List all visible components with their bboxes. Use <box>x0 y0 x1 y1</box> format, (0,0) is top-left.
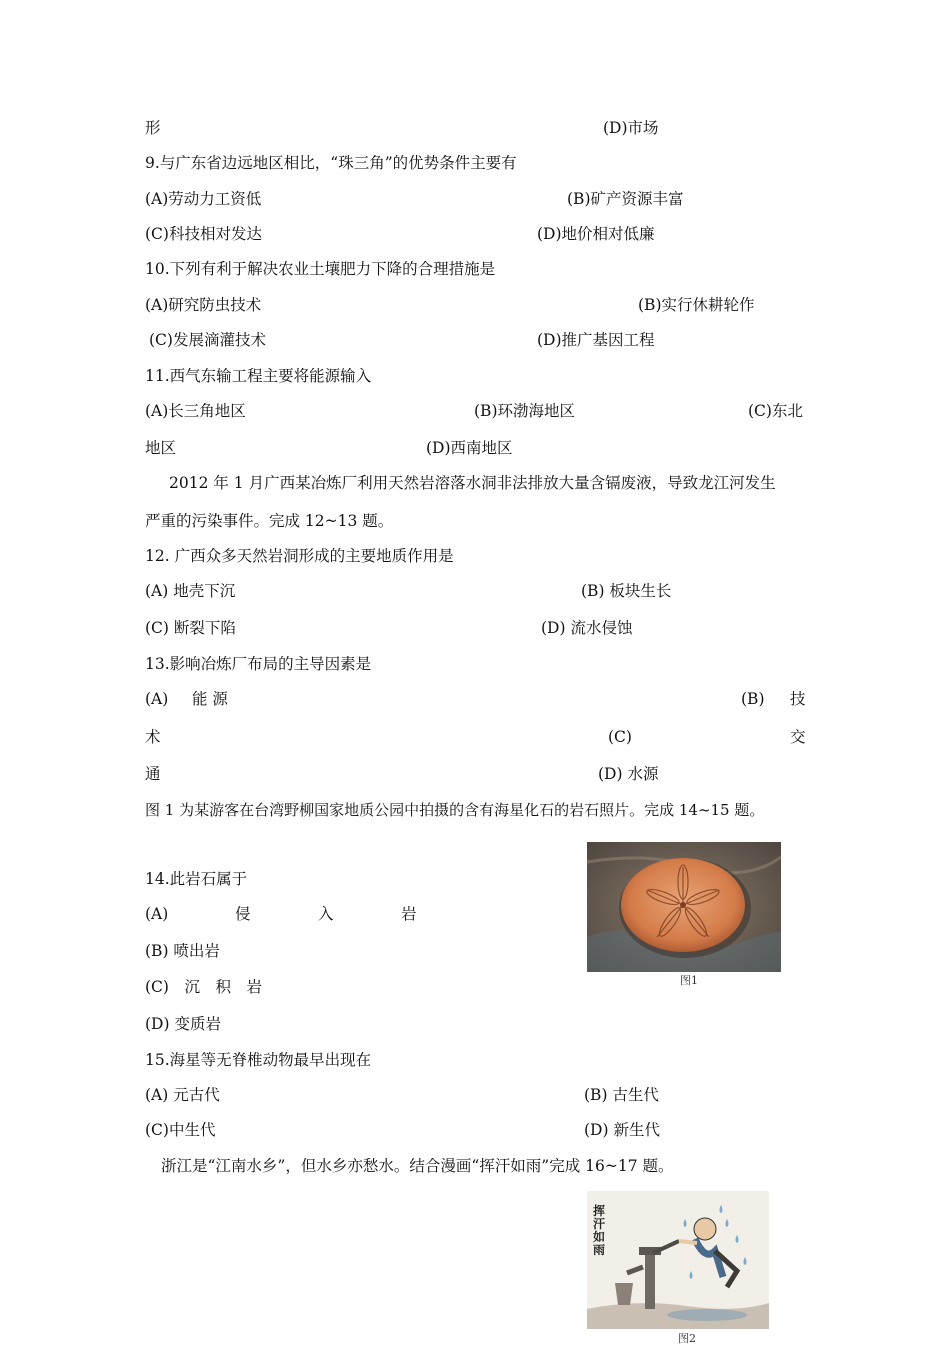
option-b: (B)矿产资源丰富 <box>567 190 684 208</box>
option-d: (D)推广基因工程 <box>537 331 655 349</box>
option-c-cont: 通 <box>145 765 161 783</box>
option-b: (B) 板块生长 <box>581 582 672 600</box>
option-a: (A)长三角地区 <box>145 402 246 420</box>
option-d: (D) 新生代 <box>584 1121 660 1139</box>
option-d: (D)市场 <box>603 119 659 137</box>
option-b: (B) 喷出岩 <box>145 942 220 960</box>
cartoon-title: 挥汗如雨 <box>593 1204 606 1257</box>
option-d: (D)西南地区 <box>426 439 513 457</box>
option-a: (A) 地壳下沉 <box>145 582 236 600</box>
option-c: (C) 断裂下陷 <box>145 619 236 637</box>
option-a-char: 岩 <box>401 905 417 923</box>
question-15: 15.海星等无脊椎动物最早出现在 <box>145 1051 372 1069</box>
option-c-label: (C) <box>608 728 632 746</box>
question-11: 11.西气东输工程主要将能源输入 <box>145 367 372 385</box>
option-c: (C) 沉 积 岩 <box>145 978 262 996</box>
option-d: (D) 流水侵蚀 <box>541 619 633 637</box>
option-b-cont: 术 <box>145 728 161 746</box>
fossil-photo-image <box>587 842 781 972</box>
option-a-char: 侵 <box>235 905 251 923</box>
option-b: (B)环渤海地区 <box>474 402 575 420</box>
option-b: (B) 古生代 <box>584 1086 659 1104</box>
option-a-label: (A) <box>145 905 169 923</box>
text-line: 形 <box>145 119 161 137</box>
cartoon-image <box>587 1191 769 1329</box>
option-a-label: (A) <box>145 690 169 708</box>
question-13: 13.影响冶炼厂布局的主导因素是 <box>145 655 372 673</box>
option-d: (D) 水源 <box>598 765 659 783</box>
passage-text: 严重的污染事件。完成 12~13 题。 <box>145 512 394 530</box>
option-c: (C)科技相对发达 <box>145 225 262 243</box>
option-a-char: 入 <box>318 905 334 923</box>
option-c: 交 <box>790 728 806 746</box>
question-14: 14.此岩石属于 <box>145 870 248 888</box>
option-b: (B)实行休耕轮作 <box>638 296 755 314</box>
passage-text: 图 1 为某游客在台湾野柳国家地质公园中拍摄的含有海星化石的岩石照片。完成 14~15 题。 <box>145 801 765 819</box>
option-c-cont: 地区 <box>145 439 177 457</box>
option-d: (D)地价相对低廉 <box>537 225 655 243</box>
option-a: (A) 元古代 <box>145 1086 220 1104</box>
option-a: (A)劳动力工资低 <box>145 190 262 208</box>
figure-1-caption: 图1 <box>680 974 698 987</box>
option-b-label: (B) <box>741 690 765 708</box>
passage-text: 2012 年 1 月广西某冶炼厂利用天然岩溶落水洞非法排放大量含镉废液，导致龙江河发生 <box>169 474 776 492</box>
figure-2-caption: 图2 <box>678 1332 696 1345</box>
question-9: 9.与广东省边远地区相比，“珠三角”的优势条件主要有 <box>145 154 517 172</box>
question-10: 10.下列有利于解决农业土壤肥力下降的合理措施是 <box>145 260 496 278</box>
option-b: 技 <box>790 690 806 708</box>
option-c: (C)发展滴灌技术 <box>149 331 266 349</box>
option-c: (C)中生代 <box>145 1121 216 1139</box>
option-d: (D) 变质岩 <box>145 1015 221 1033</box>
passage-text: 浙江是“江南水乡”，但水乡亦愁水。结合漫画“挥汗如雨”完成 16~17 题。 <box>161 1157 674 1175</box>
option-c: (C)东北 <box>748 402 803 420</box>
option-a: (A)研究防虫技术 <box>145 296 262 314</box>
fossil-photo <box>587 842 781 972</box>
cartoon-drawing <box>587 1191 769 1329</box>
question-12: 12. 广西众多天然岩洞形成的主要地质作用是 <box>145 547 454 565</box>
option-a: 能 源 <box>192 690 228 708</box>
